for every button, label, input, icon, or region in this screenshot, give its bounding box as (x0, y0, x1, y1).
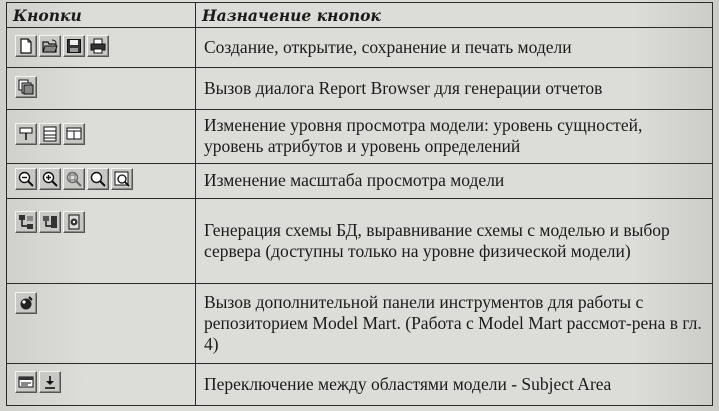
print-icon (87, 35, 109, 57)
icon-group (15, 123, 85, 145)
zoom-normal-icon (87, 168, 109, 190)
subject-area-icon (15, 371, 37, 393)
icons-cell (7, 163, 196, 199)
description-cell: Вызов диалога Report Browser для генерации отчетов (196, 68, 713, 110)
buttons-table (6, 2, 713, 406)
table-row (7, 199, 713, 283)
report-browser-icon (15, 76, 37, 98)
icons-cell (7, 283, 196, 363)
entity-level-icon (15, 123, 37, 145)
icon-group (15, 211, 85, 233)
icon-group (15, 76, 37, 98)
icons-cell (7, 363, 196, 405)
table-row (7, 28, 713, 68)
new-file-icon (15, 35, 37, 57)
description-cell: Создание, открытие, сохранение и печать модели (196, 28, 713, 68)
table-row (7, 363, 713, 405)
open-folder-icon (39, 35, 61, 57)
header-buttons: Кнопки (7, 3, 196, 28)
table-header-row (7, 3, 713, 28)
icons-cell (7, 199, 196, 283)
description-cell: Переключение между областями модели - Subject Area (196, 363, 713, 405)
description-cell: Вызов дополнительной панели инструментов для работы с репозиторием Model Mart. (Работа с Model Mart рассмот-рена в гл. 4) (196, 283, 713, 363)
zoom-out-icon (15, 168, 37, 190)
table-row (7, 283, 713, 363)
icons-cell (7, 28, 196, 68)
icon-group (15, 292, 37, 314)
definition-level-icon (63, 123, 85, 145)
zoom-page-icon (111, 168, 133, 190)
icons-cell (7, 110, 196, 163)
description-cell: Изменение масштаба просмотра модели (196, 163, 713, 199)
description-cell: Изменение уровня просмотра модели: уровень сущностей, уровень атрибутов и уровень определений (196, 110, 713, 163)
attribute-level-icon (39, 123, 61, 145)
description-cell: Генерация схемы БД, выравнивание схемы с моделью и выбор сервера (доступны только на уровне физической модели) (196, 199, 713, 283)
header-purpose: Назначение кнопок (196, 3, 713, 28)
zoom-in-icon (39, 168, 61, 190)
schema-generate-icon (15, 211, 37, 233)
icon-group (15, 168, 133, 190)
icon-group (15, 35, 109, 57)
schema-align-icon (39, 211, 61, 233)
subject-area-dropdown-icon (39, 371, 61, 393)
server-select-icon (63, 211, 85, 233)
save-disk-icon (63, 35, 85, 57)
table-row (7, 110, 713, 163)
model-mart-icon (15, 292, 37, 314)
table-row (7, 68, 713, 110)
table-row (7, 163, 713, 199)
icon-group (15, 371, 61, 393)
icons-cell (7, 68, 196, 110)
zoom-fit-icon (63, 168, 85, 190)
